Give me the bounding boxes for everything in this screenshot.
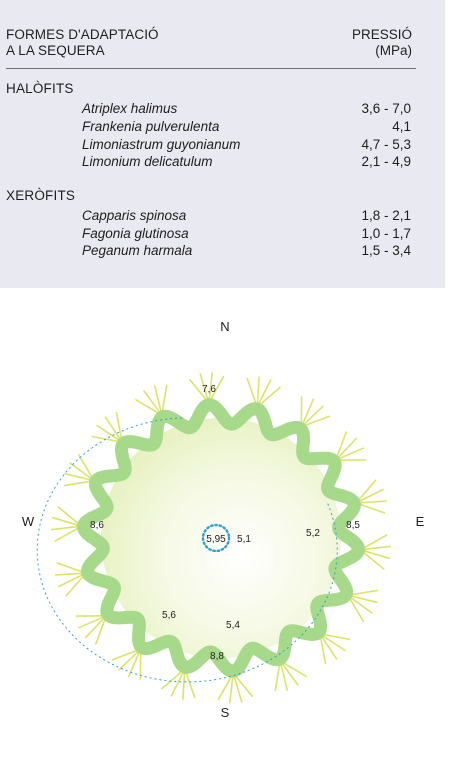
column-header-adaptation <box>6 27 159 59</box>
column-header-pressure <box>352 27 412 59</box>
header-line: PRESSIÓ <box>351 27 412 42</box>
species-name: Atriplex halimus <box>82 101 178 116</box>
species-name: Fagonia glutinosa <box>82 226 189 241</box>
header-line: FORMES D'ADAPTACIÓ <box>6 27 159 42</box>
pressure-label-center-right: 5,1 <box>237 534 251 545</box>
species-name: Capparis spinosa <box>82 208 187 223</box>
pressure-value: 1,0 - 1,7 <box>361 226 411 241</box>
table-row <box>82 242 411 259</box>
table-row <box>82 207 411 224</box>
compass-north: N <box>220 319 230 334</box>
pressure-value: 3,6 - 7,0 <box>361 101 411 116</box>
pressure-value: 4,7 - 5,3 <box>361 137 411 152</box>
pressure-label-top: 7,6 <box>202 384 216 395</box>
table-row <box>82 118 411 135</box>
header-line: A LA SEQUERA <box>6 43 105 58</box>
pressure-value: 1,5 - 3,4 <box>361 243 411 258</box>
osmotic-pressure-diagram <box>0 300 455 764</box>
table-row <box>82 100 411 117</box>
table-row <box>82 225 411 242</box>
pressure-label-bottom: 8,8 <box>210 651 224 662</box>
pressure-label-inner-south-west: 5,6 <box>162 610 176 621</box>
pressure-value: 4,1 <box>392 119 411 134</box>
species-name: Limonium delicatulum <box>82 154 213 169</box>
pressure-value: 1,8 - 2,1 <box>361 208 411 223</box>
species-name: Peganum harmala <box>82 243 193 258</box>
species-name: Limoniastrum guyonianum <box>82 137 241 152</box>
pressure-label-inner-south: 5,4 <box>226 620 240 631</box>
species-name: Frankenia pulverulenta <box>82 119 220 134</box>
header-line: (MPa) <box>375 43 412 58</box>
drought-adaptation-table <box>0 0 445 288</box>
compass-west: W <box>21 514 35 529</box>
pressure-label-east: 8,5 <box>346 520 360 531</box>
pressure-label-west: 8,6 <box>90 520 104 531</box>
pressure-label-inner-east: 5,2 <box>306 528 320 539</box>
pressure-value: 2,1 - 4,9 <box>361 154 411 169</box>
table-row <box>82 153 411 170</box>
group-title-halophytes: HALÒFITS <box>6 81 74 96</box>
pressure-label-center: 5,95 <box>206 534 226 545</box>
compass-south: S <box>220 705 230 720</box>
header-divider <box>6 68 416 69</box>
table-row <box>82 136 411 153</box>
group-title-xerophytes: XERÒFITS <box>6 188 76 203</box>
compass-east: E <box>415 514 425 529</box>
